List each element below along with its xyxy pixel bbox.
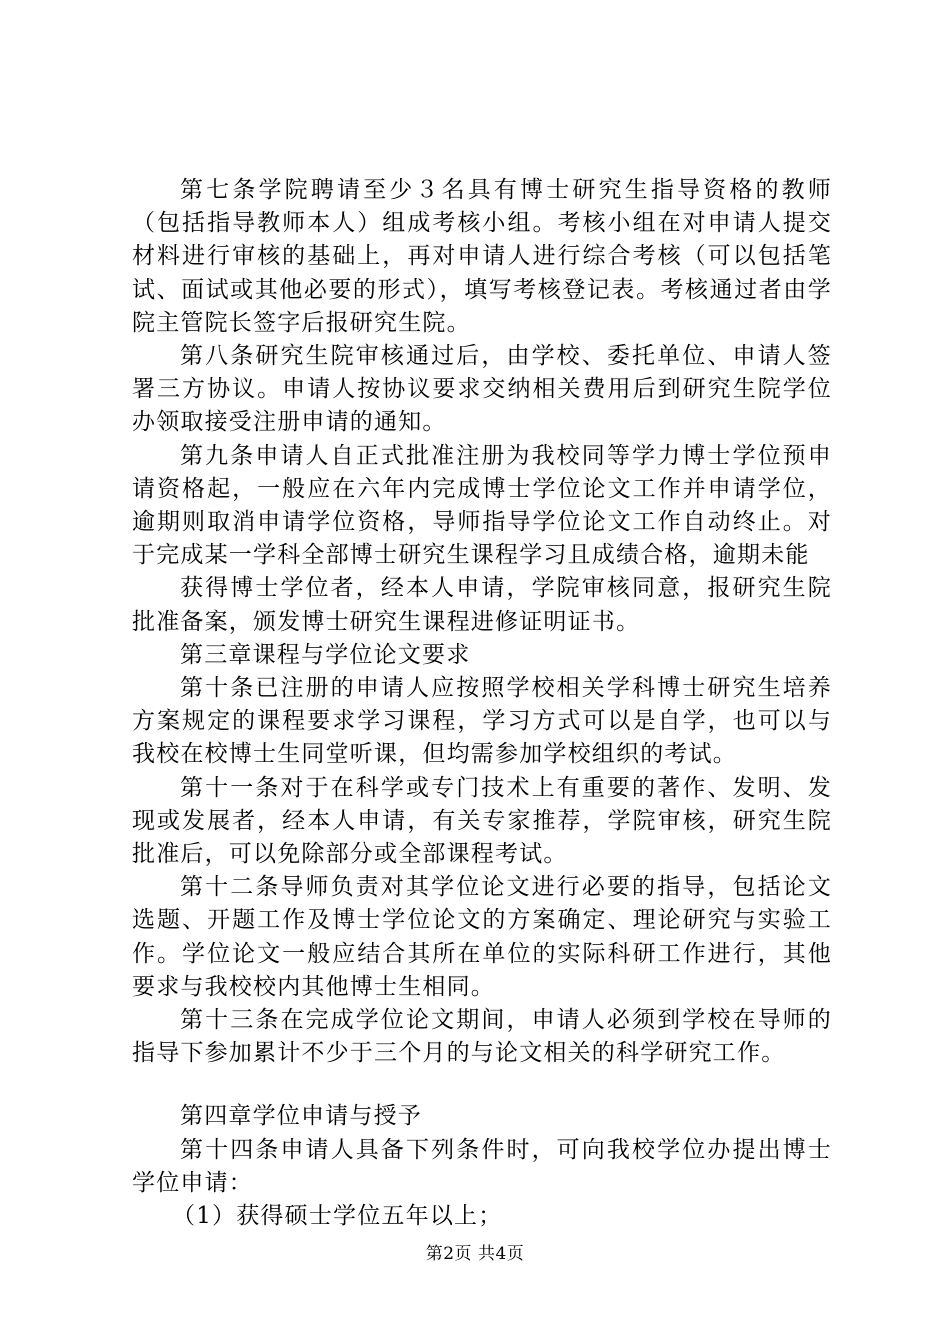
paragraph-article-14: 第十四条申请人具备下列条件时，可向我校学位办提出博士学位申请： (132, 1136, 832, 1196)
paragraph-article-7: 第七条学院聘请至少３名具有博士研究生指导资格的教师（包括指导教师本人）组成考核小组。考核小组在对申请人提交材料进行审核的基础上，再对申请人进行综合考核（可以包括笔试、面试或其他必要的形式），填写考核登记表。考核通过者由学院主管院长签字后报研究生院。 (132, 177, 832, 336)
paragraph-article-9-continued: 获得博士学位者，经本人申请，学院审核同意，报研究生院批准备案，颁发博士研究生课程进修证明证书。 (132, 575, 832, 635)
paragraph-article-10: 第十条已注册的申请人应按照学校相关学科博士研究生培养方案规定的课程要求学习课程，学习方式可以是自学，也可以与我校在校博士生同堂听课，但均需参加学校组织的考试。 (132, 675, 832, 768)
document-body (132, 174, 832, 1233)
chapter-4-heading: 第四章学位申请与授予 (180, 1103, 422, 1130)
paragraph-article-13: 第十三条在完成学位论文期间，申请人必须到学校在导师的指导下参加累计不少于三个月的与论文相关的科学研究工作。 (132, 1007, 832, 1067)
paragraph-article-9: 第九条申请人自正式批准注册为我校同等学力博士学位预申请资格起，一般应在六年内完成博士学位论文工作并申请学位，逾期则取消申请学位资格，导师指导学位论文工作自动终止。对于完成某一学科全部博士研究生课程学习且成绩合格，逾期未能 (132, 442, 832, 569)
paragraph-article-11: 第十一条对于在科学或专门技术上有重要的著作、发明、发现或发展者，经本人申请，有关专家推荐，学院审核，研究生院批准后，可以免除部分或全部课程考试。 (132, 774, 832, 868)
paragraph-article-8: 第八条研究生院审核通过后，由学校、委托单位、申请人签署三方协议。申请人按协议要求交纳相关费用后到研究生院学位办领取接受注册申请的通知。 (132, 343, 832, 436)
chapter-3-heading: 第三章课程与学位论文要求 (180, 641, 471, 668)
paragraph-article-12: 第十二条导师负责对其学位论文进行必要的指导，包括论文选题、开题工作及博士学位论文的方案确定、理论研究与实验工作。学位论文一般应结合其所在单位的实际科研工作进行，其他要求与我校校内其他博士生相同。 (132, 874, 832, 1000)
page-number-footer: 第2页 共4页 (425, 1244, 525, 1264)
list-item-condition-1: （1）获得硕士学位五年以上； (172, 1203, 503, 1230)
